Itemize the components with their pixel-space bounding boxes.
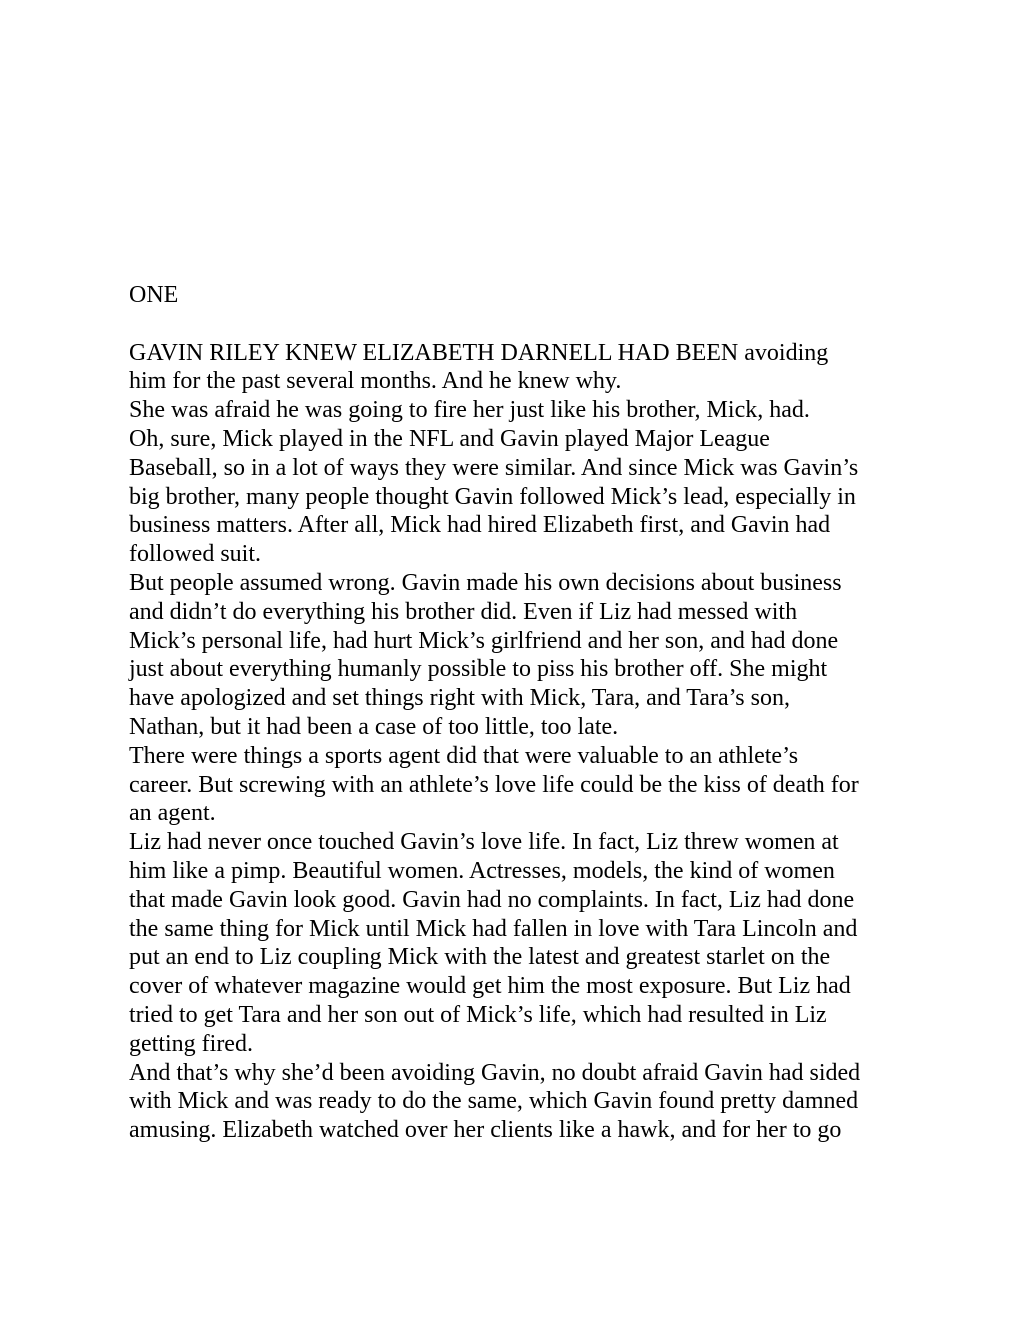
chapter-title-spacer [129,310,904,339]
paragraph-6: Liz had never once touched Gavin’s love life. In fact, Liz threw women at him like a pimp. Beautiful women. Actresses, models, the kind of women that made Gavin look good. Gavin had no complaints. In fact, Liz had done the same thing for Mick until Mick had fallen in love with Tara Lincoln and put an end to Liz coupling Mick with the latest and greatest starlet on the cover of whatever magazine would get him the most exposure. But Liz had tried to get Tara and her son out of Mick’s life, which had resulted in Liz getting fired. [129,829,858,1057]
chapter-body [129,281,904,1145]
paragraph-1: GAVIN RILEY KNEW ELIZABETH DARNELL HAD BEEN avoiding him for the past several months. And he knew why. [129,339,829,395]
paragraph-3: Oh, sure, Mick played in the NFL and Gavin played Major League Baseball, so in a lot of ways they were similar. And since Mick was Gavin’s big brother, many people thought Gavin followed Mick’s lead, especially in business matters. After all, Mick had hired Elizabeth first, and Gavin had followed suit. [129,425,859,568]
chapter-title: ONE [129,282,179,308]
paragraph-2: She was afraid he was going to fire her just like his brother, Mick, had. [129,397,810,424]
paragraph-4: But people assumed wrong. Gavin made his own decisions about business and didn’t do everything his brother did. Even if Liz had messed with Mick’s personal life, had hurt Mick’s girlfriend and her son, and had done just about everything humanly possible to piss his brother off. She might have apologized and set things right with Mick, Tara, and Tara’s son, Nathan, but it had been a case of too little, too late. [129,569,842,740]
paragraph-7: And that’s why she’d been avoiding Gavin, no doubt afraid Gavin had sided with Mick and was ready to do the same, which Gavin found pretty damned amusing. Elizabeth watched over her clients like a hawk, and for her to go [129,1059,861,1144]
paragraph-5: There were things a sports agent did that were valuable to an athlete’s career. But screwing with an athlete’s love life could be the kiss of death for an agent. [129,742,859,827]
